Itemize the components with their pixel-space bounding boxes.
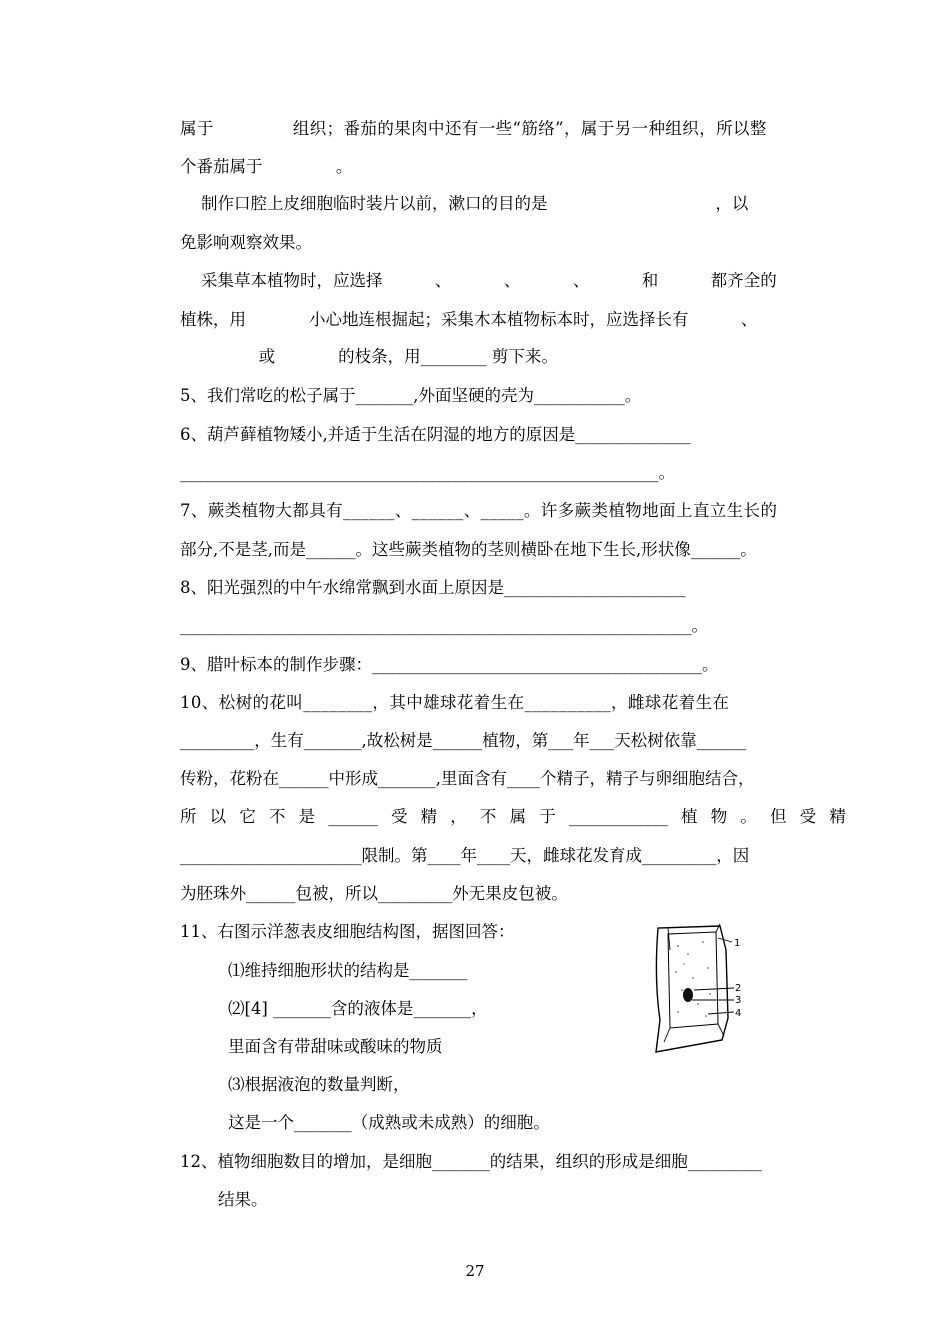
diagram-label: 1 <box>734 938 741 949</box>
sub-question-1: ⑴维持细胞形状的结构是_______ <box>228 961 468 980</box>
text-line: 里面含有带甜味或酸味的物质 <box>228 1037 443 1056</box>
onion-cell-diagram <box>648 920 748 1055</box>
text-char: 。 <box>740 807 757 826</box>
justified-line <box>180 806 846 828</box>
sub-question-3: ⑶根据液泡的数量判断， <box>228 1075 410 1094</box>
answer-blank: ____________ <box>568 807 668 826</box>
text-char: 不 <box>479 807 497 826</box>
text-line: 部分,不是茎,而是______。这些蕨类植物的茎则横卧在地下生长,形状像______。 <box>180 540 757 559</box>
text-char: 不 <box>268 807 286 826</box>
text-line: 这是一个_______（成熟或未成熟）的细胞。 <box>228 1113 550 1132</box>
text-line: 个番茄属于 。 <box>180 157 353 176</box>
text-char: 于 <box>539 807 556 826</box>
sub-question-2: ⑵[4] _______含的液体是_______， <box>228 999 488 1018</box>
text-char: 精 <box>829 807 846 826</box>
page-number: 27 <box>465 1262 485 1280</box>
text-char: 精 <box>420 807 438 826</box>
question-11: 11、右图示洋葱表皮细胞结构图，据图回答： <box>180 922 515 941</box>
text-line: _________，生有_______,故松树是______植物，第___年___天松树依靠______ <box>180 731 747 750</box>
text-char: 是 <box>298 807 316 826</box>
diagram-label: 4 <box>735 1008 742 1019</box>
text-line: 为胚珠外______包被，所以_________外无果皮包被。 <box>180 884 568 903</box>
question-12: 12、植物细胞数目的增加，是细胞_______的结果，组织的形成是细胞_________ <box>180 1152 762 1171</box>
text-char: 物 <box>710 807 728 826</box>
text-char: 植 <box>681 807 698 826</box>
text-line: 属于 组织；番茄的果肉中还有一些“筋络”，属于另一种组织，所以整 <box>180 119 767 138</box>
text-char: 受 <box>390 807 408 826</box>
question-6: 6、葫芦藓植物矮小,并适于生活在阴湿的地方的原因是______________ <box>180 425 691 444</box>
question-9: 9、腊叶标本的制作步骤：________________________________________。 <box>180 655 719 674</box>
text-line: ______________________限制。第____年____天，雌球花发育成_________，因 <box>180 846 750 865</box>
question-7: 7、蕨类植物大都具有______、______、_____。许多蕨类植物地面上直立生长的 <box>180 501 778 520</box>
question-5: 5、我们常吃的松子属于_______,外面坚硬的壳为___________。 <box>180 386 642 405</box>
answer-blank-line: ______________________________________________________________。 <box>180 616 708 635</box>
text-line: 传粉，花粉在______中形成_______,里面含有____个精子，精子与卵细胞结合， <box>180 769 755 788</box>
question-8: 8、阳光强烈的中午水绵常飘到水面上原因是______________________ <box>180 578 686 597</box>
text-line: 结果。 <box>218 1190 268 1209</box>
text-line: 免影响观察效果。 <box>180 233 312 252</box>
text-char: ， <box>450 807 467 826</box>
answer-blank: ______ <box>328 807 378 826</box>
question-10: 10、松树的花叫________，其中雄球花着生在__________，雌球花着生在 <box>180 693 730 712</box>
text-char: 所 <box>180 807 197 826</box>
text-line: 植株，用 小心地连根掘起；采集木本植物标本时，应选择长有 、 <box>180 310 758 329</box>
text-line: 或 的枝条，用________ 剪下来。 <box>180 347 558 366</box>
diagram-label: 3 <box>735 995 742 1006</box>
answer-blank-line: __________________________________________________________。 <box>180 463 675 482</box>
text-char: 但 <box>770 807 787 826</box>
text-line: 采集草本植物时，应选择 、 、 、 和 都齐全的 <box>180 271 777 290</box>
diagram-label: 2 <box>735 983 742 994</box>
text-char: 它 <box>239 807 256 826</box>
text-char: 属 <box>509 807 527 826</box>
text-char: 以 <box>209 807 227 826</box>
text-char: 受 <box>799 807 817 826</box>
text-line: 制作口腔上皮细胞临时装片以前，漱口的目的是 ，以 <box>180 194 749 213</box>
